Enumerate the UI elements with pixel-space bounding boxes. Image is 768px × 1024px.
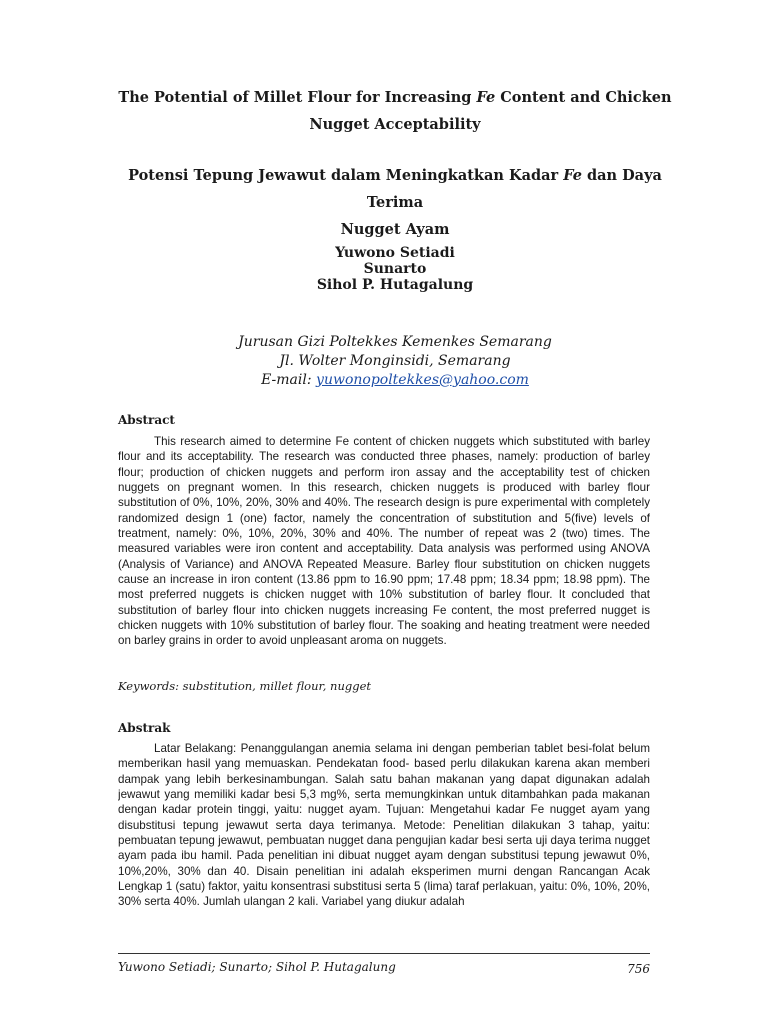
email-label: E-mail: bbox=[261, 372, 317, 388]
indonesian-title-line-1: Potensi Tepung Jewawut dalam Meningkatkan Kadar Fe dan Daya Terima bbox=[128, 167, 662, 211]
email-link[interactable]: yuwonopoltekkes@yahoo.com bbox=[316, 372, 529, 388]
english-title-line-2: Nugget Acceptability bbox=[309, 116, 481, 133]
keywords bbox=[118, 679, 371, 693]
fe-italic: Fe bbox=[563, 167, 582, 184]
footer-authors: Yuwono Setiadi; Sunarto; Sihol P. Hutagalung bbox=[118, 960, 396, 974]
english-title bbox=[100, 84, 690, 138]
indonesian-title bbox=[100, 162, 690, 243]
footer-divider bbox=[118, 953, 650, 954]
author-name: Yuwono Setiadi bbox=[335, 245, 455, 261]
fe-italic: Fe bbox=[476, 89, 496, 106]
affiliation-institution: Jurusan Gizi Poltekkes Kemenkes Semarang bbox=[238, 334, 552, 350]
affiliation-address: Jl. Wolter Monginsidi, Semarang bbox=[279, 353, 511, 369]
keywords-label: Keywords: bbox=[118, 679, 179, 693]
abstrak-heading: Abstrak bbox=[118, 721, 171, 735]
affiliation-email-line bbox=[100, 371, 690, 390]
english-title-line-1: The Potential of Millet Flour for Increasing Fe Content and Chicken bbox=[118, 89, 672, 106]
author-name: Sihol P. Hutagalung bbox=[316, 277, 474, 293]
abstract-heading: Abstract bbox=[118, 413, 175, 427]
page-number: 756 bbox=[627, 962, 650, 976]
abstrak-text: Latar Belakang: Penanggulangan anemia selama ini dengan pemberian tablet besi-folat belum memberikan hasil yang memuaskan. Pendekatan food- based perlu dilakukan karena akan memberi dampak yang lebih berkesinambungan. Salah satu bahan makanan yang dapat digunakan adalah jewawut yang memiliki kadar besi 5,3 mg%, serta memungkinkan untuk ditambahkan pada makanan dengan kadar protein tinggi, yaitu: nugget ayam. Tujuan: Mengetahui kadar Fe nugget ayam yang disubstitusi tepung jewawut serta daya terimanya. Metode: Penelitian dilakukan 3 tahap, yaitu: pembuatan tepung jewawut, pembuatan nugget dana pengujian kadar besi serta uji daya terima nugget ayam pada ibu hamil. Pada penelitian ini dibuat nugget ayam dengan substitusi tepung jewawut 0%, 10%,20%, 30% dan 40. Disain penelitian ini adalah eksperimen murni dengan Rancangan Acak Lengkap 1 (satu) faktor, yaitu konsentrasi substitusi serta 5 (lima) taraf perlakuan, yaitu: 0%, 10%, 20%, 30% serta 40%. Jumlah ulangan 2 kali. Variabel yang diukur adalah bbox=[118, 742, 650, 909]
keywords-values: substitution, millet flour, nugget bbox=[179, 679, 372, 693]
affiliation bbox=[100, 333, 690, 390]
author-name: Sunarto bbox=[363, 261, 427, 277]
abstract-text: This research aimed to determine Fe content of chicken nuggets which substituted with barley flour and its acceptability. The research was conducted three phases, namely: production of barley flour; production of chicken nuggets and perform iron assay and the acceptability test of chicken nuggets on pregnant women. In this research, chicken nuggets is produced with barley flour substitution of 0%, 10%, 20%, 30% and 40%. The research design is pure experimental with completely randomized design 1 (one) factor, namely the concentration of substitution and 5(five) levels of treatment, namely: 0%, 10%, 20%, 30% and 40%. The number of repeat was 2 (two) times. The measured variables were iron content and acceptability. Data analysis was performed using ANOVA (Analysis of Variance) and ANOVA Repeated Measure. Barley flour substitution on chicken nuggets cause an increase in iron content (13.86 ppm to 16.90 ppm; 17.48 ppm; 18.34 ppm; 18.98 ppm). The most preferred nuggets is chicken nugget with 10% substitution of barley flour. It concluded that substitution of barley flour into chicken nuggets increasing Fe content, the most preferred nugget is chicken nuggets with 10% substitution of barley flour. The soaking and heating treatment were needed on barley grains in order to avoid unpleasant aroma on nuggets. bbox=[118, 435, 650, 648]
author-list bbox=[100, 245, 690, 293]
indonesian-title-line-2: Nugget Ayam bbox=[340, 221, 450, 238]
